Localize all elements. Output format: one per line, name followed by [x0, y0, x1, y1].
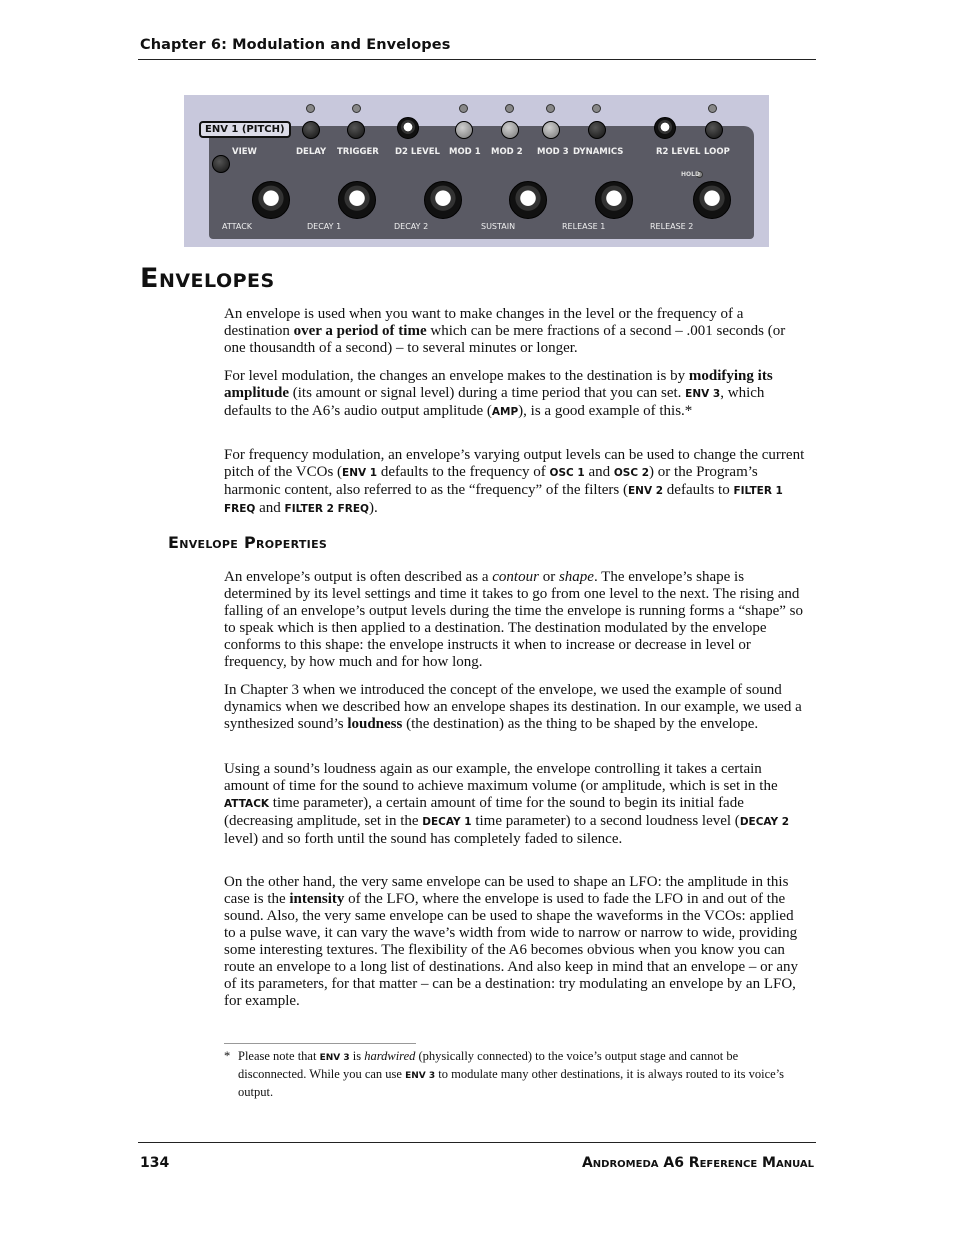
text: and	[255, 500, 285, 516]
decay2-knob	[424, 181, 462, 219]
parameter-name: ENV 2	[627, 485, 664, 497]
envelope-panel-image	[184, 95, 769, 247]
text: . The envelope’s shape is determined by its level settings and time it takes to go from one level to the next. The rising and falling of an envelope’s output levels during the time the envelope is running forms a “shape” so to speak which is then applied to a destination. The destination modulated by the envelope conforms to this shape: the envelope instructs it when to increase or decrease in level or frequency, by how much and for how long.	[224, 569, 804, 670]
paragraph-loudness-example	[224, 761, 807, 848]
page-number: 134	[140, 1155, 170, 1171]
section-title: Envelopes	[140, 263, 275, 294]
text: Using a sound’s loudness again as our example, the envelope controlling it takes a certain amount of time for the sound to achieve maximum volume (or amplitude, which is set in the	[224, 761, 778, 794]
text: level) and so forth until the sound has completely faded to silence.	[224, 831, 623, 847]
trigger-label: TRIGGER	[337, 147, 379, 157]
italic-text: hardwired	[364, 1049, 416, 1063]
text: (physically connected) to the voice’s output stage and cannot be disconnected. While you can use	[238, 1049, 739, 1081]
text: ) or the Program’s harmonic content, also referred to as the “frequency” of the filters (	[224, 464, 758, 498]
header-rule	[138, 59, 816, 60]
italic-text: shape	[558, 569, 594, 585]
attack-label: ATTACK	[222, 222, 253, 231]
dynamics-label: DYNAMICS	[573, 147, 624, 157]
loop-label: LOOP	[704, 147, 730, 157]
release2-knob	[693, 181, 731, 219]
bold-text: loudness	[347, 716, 403, 732]
trigger-button	[347, 121, 365, 139]
text: For level modulation, the changes an envelope makes to the destination is by	[224, 368, 689, 384]
parameter-name: AMP	[491, 406, 519, 418]
parameter-name: ENV 1	[342, 467, 378, 479]
footer-rule	[138, 1142, 816, 1143]
text: defaults to the frequency of	[377, 464, 550, 480]
hold-label: HOLD	[681, 171, 700, 178]
r2-level-label: R2 LEVEL	[656, 147, 701, 157]
led-indicator	[306, 104, 315, 113]
text: ).	[368, 500, 378, 516]
mod3-label: MOD 3	[537, 147, 569, 157]
parameter-name: DECAY 1	[422, 816, 472, 828]
bold-text: intensity	[289, 891, 345, 907]
parameter-name: ENV 3	[319, 1053, 350, 1063]
italic-text: contour	[492, 569, 539, 585]
r2-level-knob	[654, 117, 676, 139]
bold-text: modifying its amplitude	[224, 368, 773, 401]
parameter-name: ENV 3	[405, 1071, 436, 1081]
delay-label: DELAY	[296, 147, 327, 157]
parameter-name: FILTER 2 FREQ	[284, 503, 369, 515]
text: to modulate many other destinations, it is always routed to its voice’s output.	[238, 1067, 785, 1099]
decay1-label: DECAY 1	[307, 222, 342, 231]
led-indicator	[505, 104, 514, 113]
paragraph-lfo-shaping	[224, 874, 807, 1010]
dynamics-button	[588, 121, 606, 139]
decay2-label: DECAY 2	[394, 222, 429, 231]
footnote-text	[238, 1048, 807, 1100]
release1-label: RELEASE 1	[562, 222, 606, 231]
parameter-name: DECAY 2	[739, 816, 790, 828]
led-indicator	[592, 104, 601, 113]
sustain-label: SUSTAIN	[481, 222, 516, 231]
bold-text: over a period of time	[293, 323, 427, 339]
text: ), is a good example of this.*	[518, 403, 693, 419]
footnote-rule	[224, 1043, 416, 1044]
env-badge: ENV 1 (PITCH)	[199, 121, 291, 138]
paragraph-level-modulation	[224, 368, 807, 421]
text: (its amount or signal level) during a time period that you can set.	[289, 385, 686, 401]
paragraph-envelope-shape	[224, 569, 807, 671]
footnote	[224, 1048, 807, 1100]
parameter-name: FILTER 1 FREQ	[224, 485, 783, 515]
book-title: Andromeda A6 Reference Manual	[581, 1155, 814, 1171]
paragraph-chapter3	[224, 682, 807, 733]
text: which can be mere fractions of a second – .001 seconds (or one thousandth of a second) – to several minutes or longer.	[224, 323, 786, 356]
parameter-name: ATTACK	[224, 798, 270, 810]
chapter-header: Chapter 6: Modulation and Envelopes	[140, 37, 451, 53]
sustain-knob	[509, 181, 547, 219]
mod2-label: MOD 2	[491, 147, 523, 157]
text: Please note that	[238, 1049, 320, 1063]
d2-level-label: D2 LEVEL	[395, 147, 440, 157]
release1-knob	[595, 181, 633, 219]
text: On the other hand, the very same envelope can be used to shape an LFO: the amplitude in this case is the	[224, 874, 789, 907]
subsection-title: Envelope Properties	[168, 533, 328, 552]
view-button	[212, 155, 230, 173]
led-indicator	[459, 104, 468, 113]
paragraph-intro	[224, 306, 807, 357]
mod1-button	[455, 121, 473, 139]
release2-label: RELEASE 2	[650, 222, 694, 231]
loop-button	[705, 121, 723, 139]
d2-level-knob	[397, 117, 419, 139]
footnote-marker: *	[224, 1049, 231, 1063]
mod2-button	[501, 121, 519, 139]
parameter-name: OSC 2	[613, 467, 650, 479]
text: is	[349, 1049, 365, 1063]
attack-knob	[252, 181, 290, 219]
parameter-name: OSC 1	[549, 467, 585, 479]
text: and	[584, 464, 614, 480]
text: (the destination) as the thing to be shaped by the envelope.	[402, 716, 759, 732]
decay1-knob	[338, 181, 376, 219]
led-indicator	[546, 104, 555, 113]
text: time parameter) to a second loudness level (	[471, 813, 740, 829]
text: , which defaults to the A6’s audio output amplitude (	[224, 385, 765, 419]
led-indicator	[708, 104, 717, 113]
text: For frequency modulation, an envelope’s varying output levels can be used to change the current pitch of the VCOs (	[224, 447, 805, 480]
text: In Chapter 3 when we introduced the concept of the envelope, we used the example of sound dynamics when we described how an envelope shapes its destination. In our example, we used a synthesized sound’s	[224, 682, 802, 732]
led-indicator	[352, 104, 361, 113]
text: An envelope is used when you want to make changes in the level or the frequency of a destination	[224, 306, 744, 339]
text: of the LFO, where the envelope is used to fade the LFO in and out of the sound. Also, the very same envelope can be used to shape the waveforms in the VCOs: applied to a pulse wave, it can vary the wave’s width from wide to narrow or narrow to wide, providing some interesting textures. The flexibility of the A6 becomes obvious when you know you can route an envelope to a long list of destinations. And also keep in mind that an envelope – or any of its parameters, for that matter – can be a destination: try modulating an envelope by an LFO, for example.	[224, 891, 799, 1009]
view-label: VIEW	[232, 147, 257, 157]
parameter-name: ENV 3	[685, 388, 721, 400]
paragraph-frequency-modulation	[224, 447, 807, 518]
text: An envelope’s output is often described as a	[224, 569, 493, 585]
text: defaults to	[663, 482, 734, 498]
delay-button	[302, 121, 320, 139]
mod3-button	[542, 121, 560, 139]
mod1-label: MOD 1	[449, 147, 481, 157]
text: or	[538, 569, 559, 585]
text: time parameter), a certain amount of time for the sound to begin its initial fade (decreasing amplitude, set in the	[224, 795, 744, 829]
